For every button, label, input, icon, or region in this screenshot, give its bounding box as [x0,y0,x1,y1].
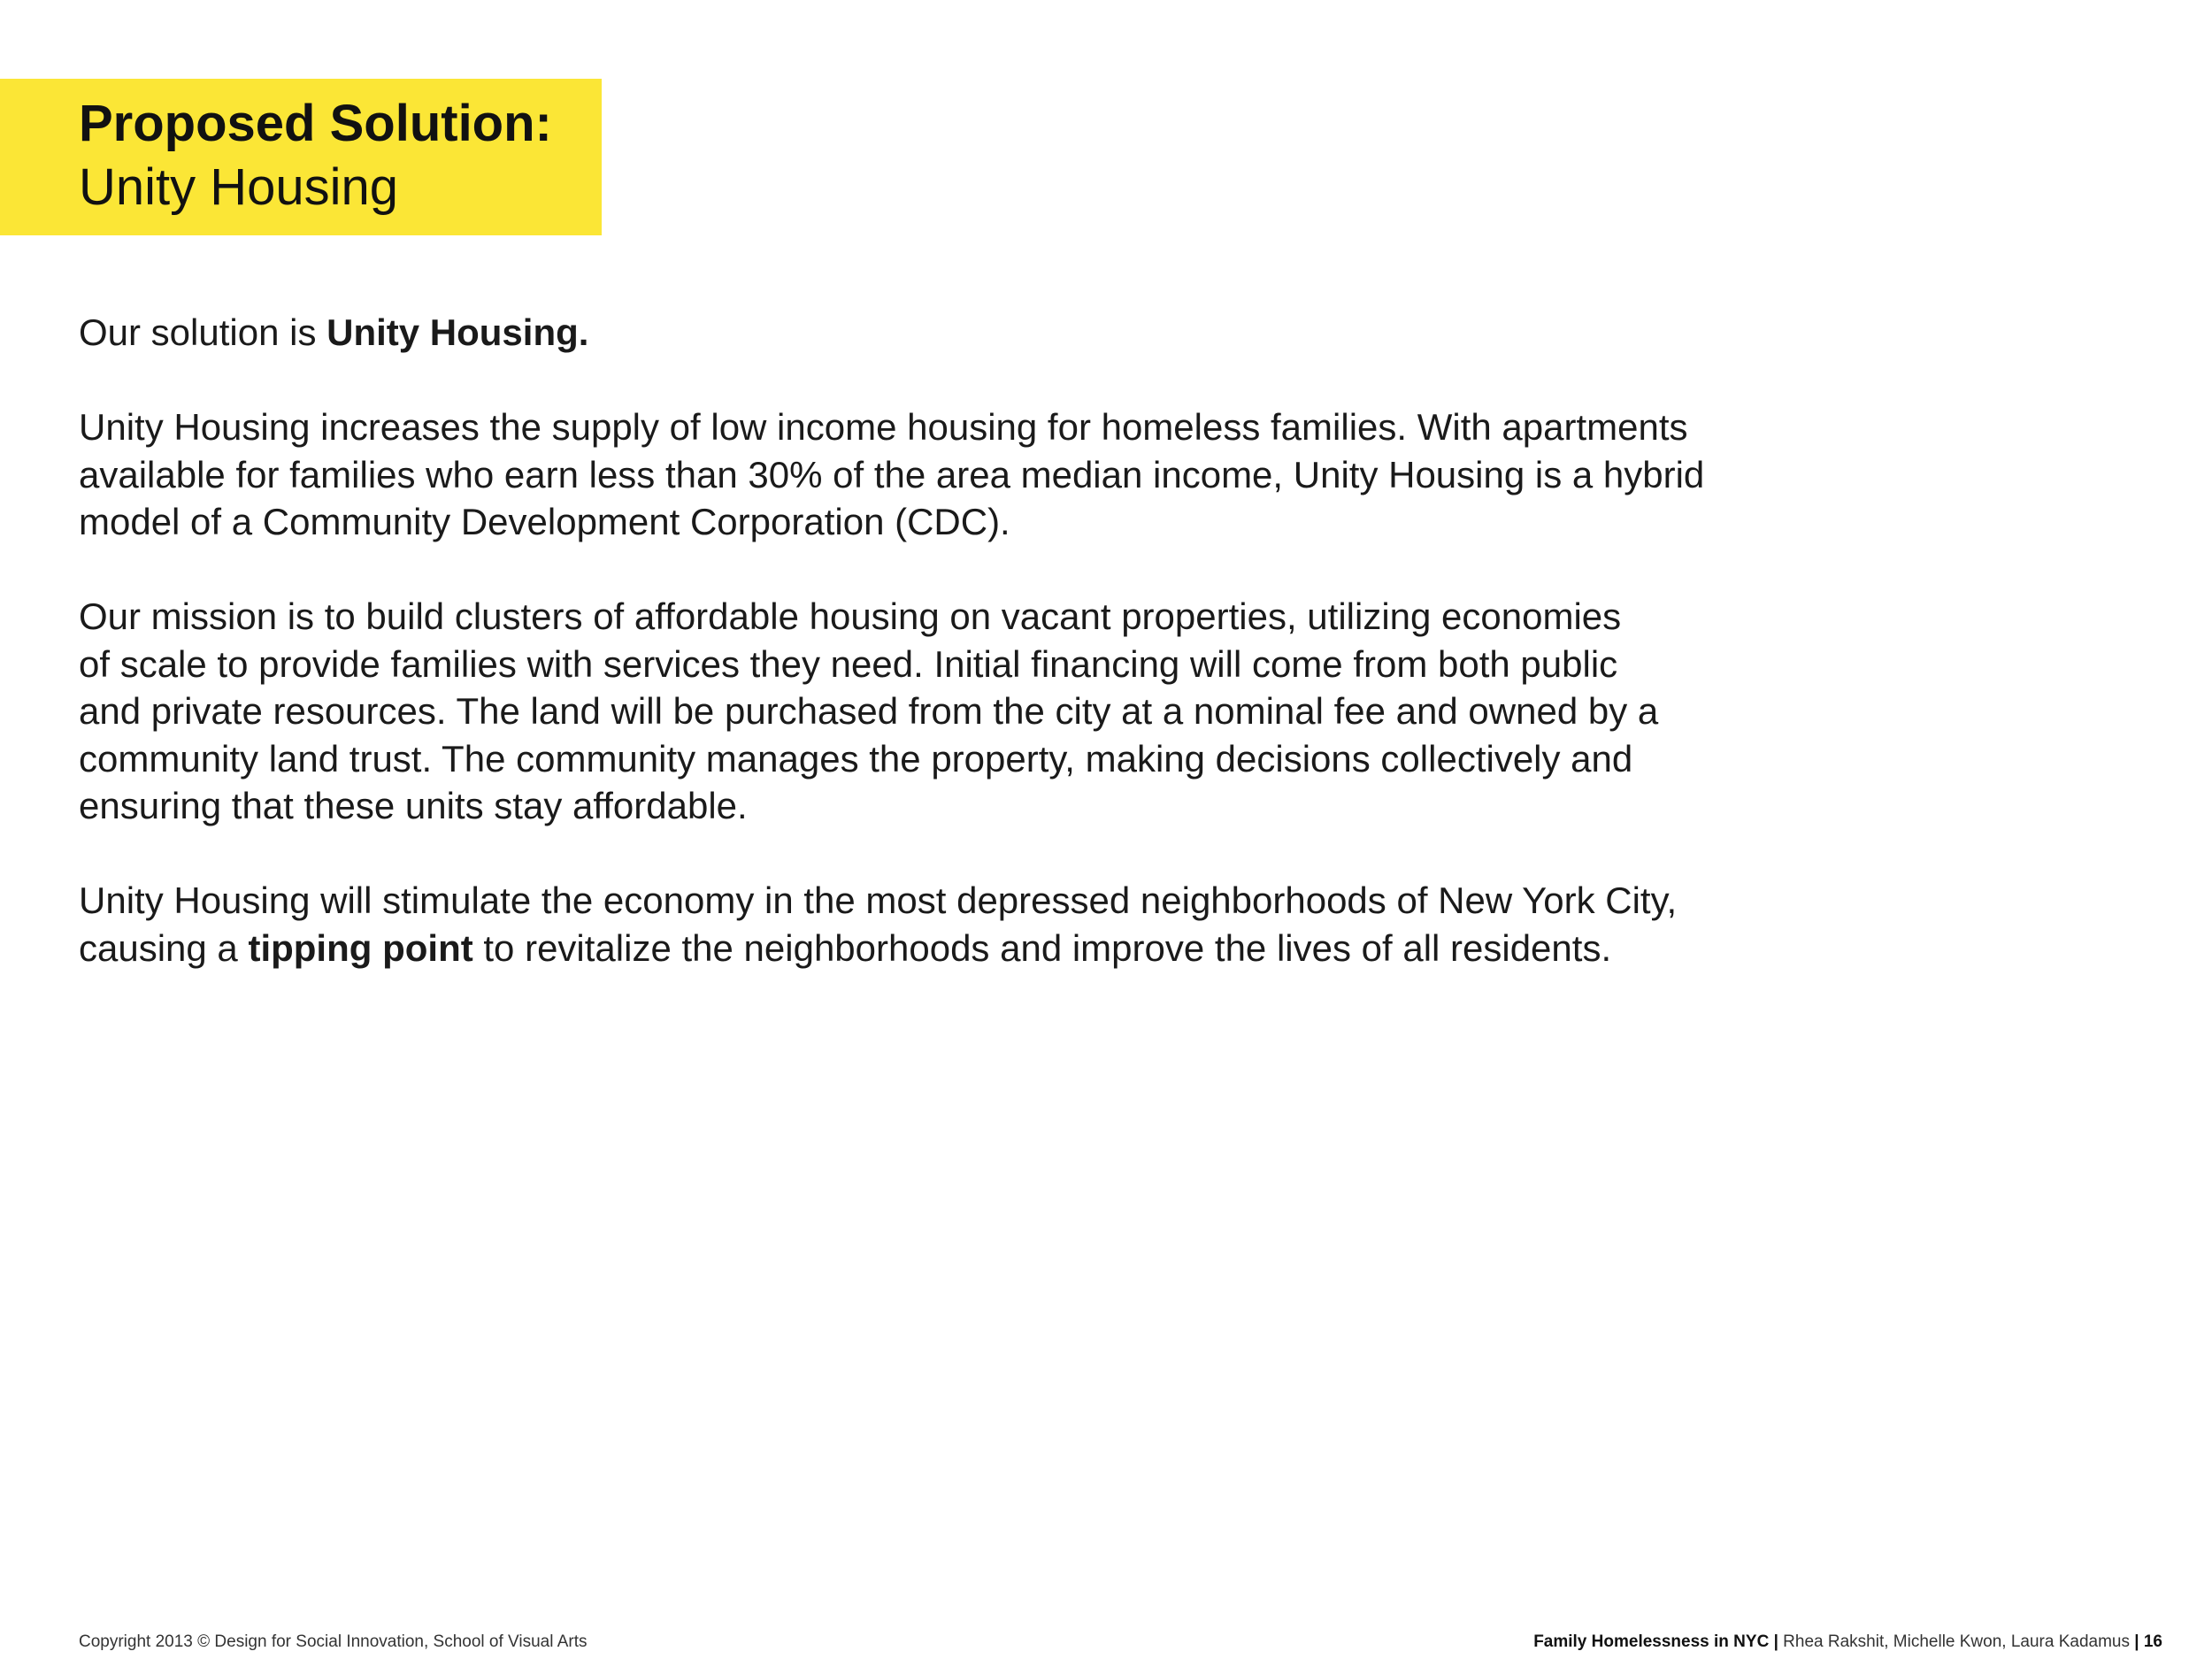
intro-prefix: Our solution is [79,311,327,353]
text-line: Unity Housing increases the supply of low income housing for homeless families. With apartments [79,406,1688,448]
paragraph-intro [79,309,2114,357]
text-line: and private resources. The land will be purchased from the city at a nominal fee and owned by a [79,690,1659,732]
intro-emphasis: Unity Housing. [326,311,589,353]
footer-credits [1533,1632,2162,1653]
footer-project-title: Family Homelessness in NYC [1533,1632,1770,1651]
text-line: ensuring that these units stay affordable. [79,785,748,826]
body-text [79,309,2114,1019]
impact-suffix: to revitalize the neighborhoods and improve the lives of all residents. [472,926,1612,969]
footer-authors: Rhea Rakshit, Michelle Kwon, Laura Kadamus [1783,1632,2130,1651]
paragraph-mission [79,593,2114,830]
text-line: of scale to provide families with services they need. Initial financing will come from both public [79,642,1618,685]
text-line: Unity Housing will stimulate the economy in the most depressed neighborhoods of New York City, [79,879,1678,921]
impact-emphasis: tipping point [248,926,473,969]
text-line: available for families who earn less than 30% of the area median income, Unity Housing is a hybrid [79,453,1705,495]
text-line: Our mission is to build clusters of affordable housing on vacant properties, utilizing economies [79,595,1622,637]
page-title: Proposed Solution: [79,95,552,152]
impact-prefix: causing a [79,926,249,969]
footer-copyright: Copyright 2013 © Design for Social Innovation, School of Visual Arts [79,1632,588,1651]
text-line: community land trust. The community manages the property, making decisions collectively and [79,737,1633,780]
text-line [79,925,2114,972]
paragraph-impact [79,877,2114,972]
intro-line [79,309,2114,357]
text-line: model of a Community Development Corporation (CDC). [79,501,1010,542]
footer-separator: | [1769,1632,1784,1651]
page-subtitle: Unity Housing [79,158,399,216]
footer-separator: | [2129,1632,2144,1651]
paragraph-description [79,403,2114,546]
page-number: 16 [2143,1632,2162,1651]
